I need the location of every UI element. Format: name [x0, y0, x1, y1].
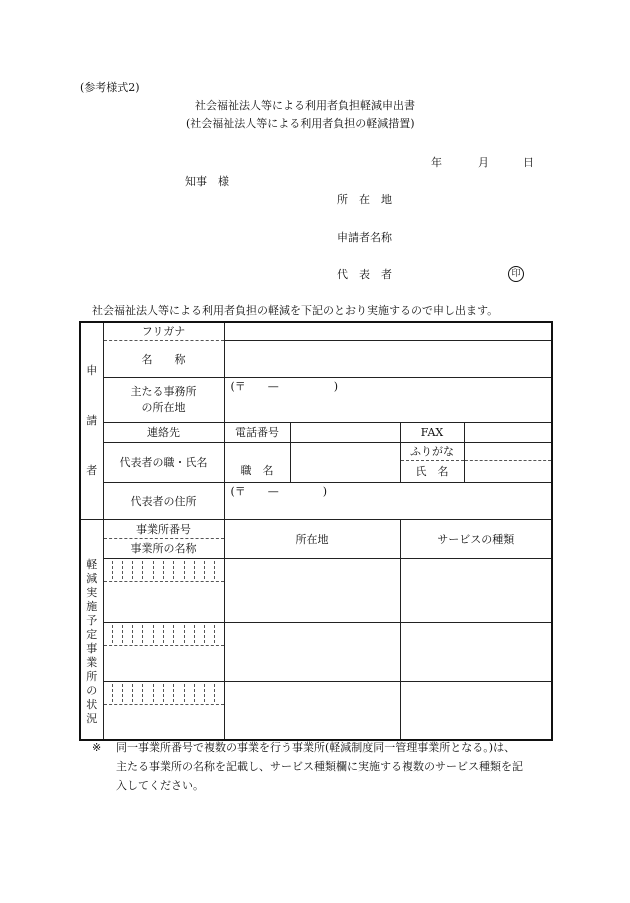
office-location-field[interactable] [224, 558, 400, 622]
phone-field[interactable] [290, 422, 400, 442]
rep-name-field[interactable] [464, 460, 552, 482]
main-office-field[interactable] [224, 377, 552, 422]
contact-label: 連絡先 [103, 422, 224, 442]
note-mark: ※ [92, 741, 102, 754]
office-service-field[interactable] [400, 681, 552, 740]
rep-furigana-label: ふりがな [400, 442, 464, 460]
rep-address-field[interactable] [224, 482, 552, 519]
rep-title-label: 代表者の職・氏名 [103, 442, 224, 482]
main-office-label: 主たる事務所の所在地 [103, 377, 224, 422]
rep-furigana-field[interactable] [464, 442, 552, 460]
phone-label: 電話番号 [224, 422, 290, 442]
fax-field[interactable] [464, 422, 552, 442]
application-form-table [79, 321, 553, 741]
office-number-field[interactable] [103, 558, 224, 581]
applicant-location-label: 所 在 地 [337, 193, 392, 206]
job-title-field[interactable] [290, 442, 400, 482]
office-number-field[interactable] [103, 622, 224, 645]
furigana-field[interactable] [224, 322, 552, 340]
service-type-header: サービスの種類 [400, 519, 552, 558]
furigana-label: フリガナ [103, 322, 224, 340]
job-title-label: 職 名 [224, 442, 290, 482]
office-name-field[interactable] [103, 704, 224, 740]
applicant-name-label: 申請者名称 [337, 231, 392, 244]
main-office-postal: (〒 — ) [230, 379, 339, 393]
location-header: 所在地 [224, 519, 400, 558]
note-line-3: 入してください。 [116, 779, 204, 792]
office-number-boxes [112, 625, 216, 643]
date-year-label: 年 [431, 156, 442, 169]
office-number-field[interactable] [103, 681, 224, 704]
date-day-label: 日 [523, 156, 534, 169]
office-name-field[interactable] [103, 645, 224, 681]
form-reference: (参考様式2) [80, 81, 140, 94]
intro-text: 社会福祉法人等による利用者負担の軽減を下記のとおり実施するので申し出ます。 [92, 304, 499, 317]
office-number-boxes [112, 561, 216, 579]
org-name-field[interactable] [224, 340, 552, 377]
rep-name-label: 氏 名 [400, 460, 464, 482]
office-service-field[interactable] [400, 622, 552, 681]
office-name-field[interactable] [103, 581, 224, 622]
seal-icon: 印 [508, 266, 524, 282]
office-service-field[interactable] [400, 558, 552, 622]
applicant-side-label: 申 請 者 [80, 322, 103, 519]
note-line-1: 同一事業所番号で複数の事業を行う事業所(軽減制度同一管理事業所となる。)は、 [116, 741, 516, 754]
date-month-label: 月 [478, 156, 489, 169]
org-name-label: 名 称 [103, 340, 224, 377]
form-subtitle: (社会福祉法人等による利用者負担の軽減措置) [186, 117, 415, 130]
offices-side-label: 軽 減 実 施 予 定 事 業 所 の 状 況 [80, 519, 103, 740]
office-number-header: 事業所番号 [103, 519, 224, 538]
rep-address-label: 代表者の住所 [103, 482, 224, 519]
office-name-header: 事業所の名称 [103, 538, 224, 558]
office-number-boxes [112, 684, 216, 702]
applicant-rep-label: 代 表 者 [337, 268, 392, 281]
office-location-field[interactable] [224, 622, 400, 681]
form-title: 社会福祉法人等による利用者負担軽減申出書 [195, 99, 415, 112]
note-line-2: 主たる事業所の名称を記載し、サービス種類欄に実施する複数のサービス種類を記 [116, 760, 523, 773]
fax-label: FAX [400, 422, 464, 442]
office-location-field[interactable] [224, 681, 400, 740]
rep-address-postal: (〒 — ) [230, 484, 328, 498]
addressee: 知事 様 [185, 175, 229, 188]
